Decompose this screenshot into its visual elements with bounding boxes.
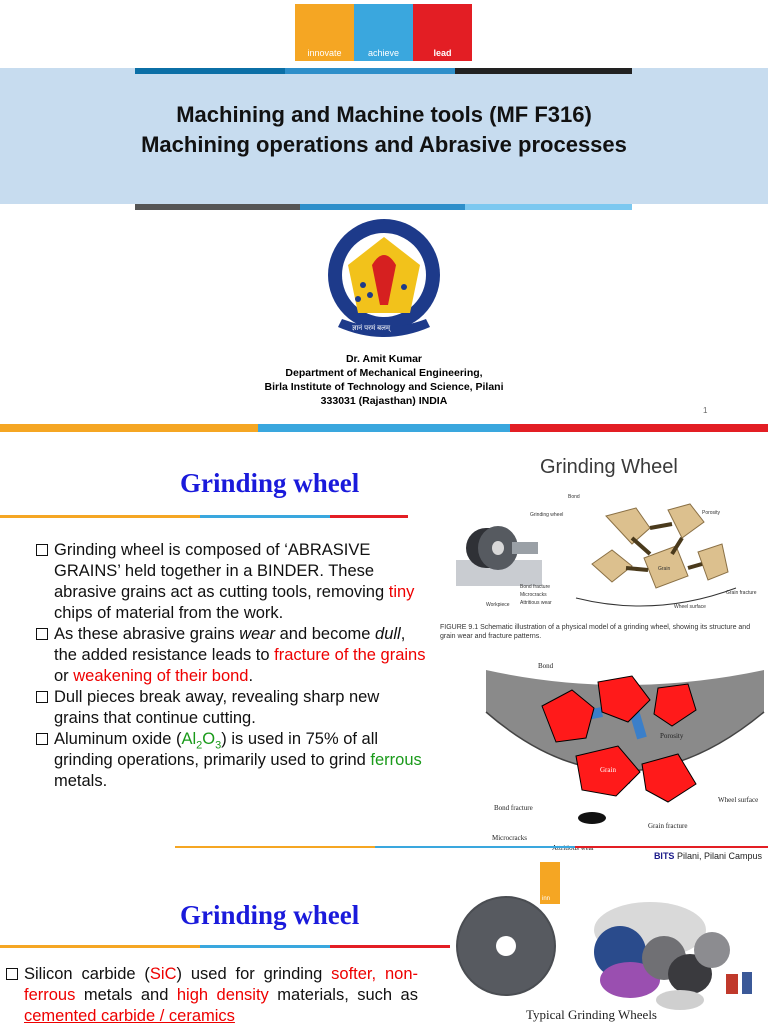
title-slide [0,0,768,424]
presentation-title: Machining and Machine tools (MF F316) Machining operations and Abrasive processes [141,102,627,157]
footer-line [175,846,768,848]
content-slide-grinding-wheel-2 [0,862,768,1024]
svg-text:Porosity: Porosity [702,510,721,516]
svg-text:Bond: Bond [538,662,554,670]
title-band [0,68,768,204]
svg-text:Grain: Grain [600,766,616,774]
svg-text:Grain fracture: Grain fracture [648,822,688,830]
footer-bits: BITS Pilani, Pilani Campus [653,851,762,861]
tag-achieve: achieve [354,4,413,61]
svg-text:Grinding wheel: Grinding wheel [530,512,564,518]
svg-text:Wheel surface: Wheel surface [718,796,759,804]
slide-title: Grinding wheel [180,468,360,498]
page-number: 1 [703,406,708,415]
svg-text:Attritious wear: Attritious wear [520,600,552,606]
grinding-wheels-photo [450,882,768,1024]
tag-lead: lead [413,4,472,61]
svg-text:Grain: Grain [658,566,671,572]
logo-motto: ज्ञानं परमं बलम् [352,325,391,332]
bullet-list [34,540,426,792]
svg-text:Wheel surface: Wheel surface [674,604,706,610]
svg-text:Microcracks: Microcracks [492,834,527,842]
tag-innovate: innovate [295,4,354,61]
grain-structure-diagram [482,660,768,850]
svg-text:Grain fracture: Grain fracture [726,590,757,596]
image-caption: Typical Grinding Wheels [526,1007,657,1022]
svg-text:Bond: Bond [568,494,580,500]
brand-tag-bar [295,4,472,61]
grinding-wheel-figure [436,432,768,652]
presenter-info: Dr. Amit Kumar Department of Mechanical Engineering, Birla Institute of Technology and Science, Pilani 333031 (Rajasthan) INDIA [264,353,504,407]
title-underline [0,945,450,948]
list-item: Dull pieces break away, revealing sharp new grains that continue cutting. [34,687,426,729]
svg-text:Bond fracture: Bond fracture [520,584,551,590]
list-item: Aluminum oxide $(Al_2O_3)$ is used in 75% of all grinding operations, primarily used to grind ferrous metals. [34,729,426,792]
title-underline [0,515,408,518]
brand-tag-bar: inn [540,862,768,904]
svg-text:Microcracks: Microcracks [520,592,547,598]
figure-heading: Grinding Wheel [540,456,678,478]
grinding-model-diagram [436,488,768,620]
svg-text:Bond fracture: Bond fracture [494,804,533,812]
top-stripe [0,424,768,432]
svg-text:Porosity: Porosity [660,732,684,740]
content-slide-grinding-wheel [0,424,768,862]
list-item: Grinding wheel is composed of ‘ABRASIVE GRAINS’ held together in a BINDER. These abrasive grains act as cutting tools, removing tiny chips of material from the work. [34,540,426,624]
slide-title: Grinding wheel [180,900,360,930]
bullet-list [4,964,418,1024]
list-item: Silicon carbide (SiC) used for grinding softer, non-ferrous metals and high density materials, such as cemented carbide / ceramics [4,964,418,1024]
list-item: As these abrasive grains wear and become dull, the added resistance leads to fracture of the grains or weakening of their bond. [34,624,426,687]
figure-caption: FIGURE 9.1 Schematic illustration of a physical model of a grinding wheel, showing its structure and grain wear and fracture patterns. [440,624,751,640]
svg-text:Workpiece: Workpiece [486,602,510,608]
